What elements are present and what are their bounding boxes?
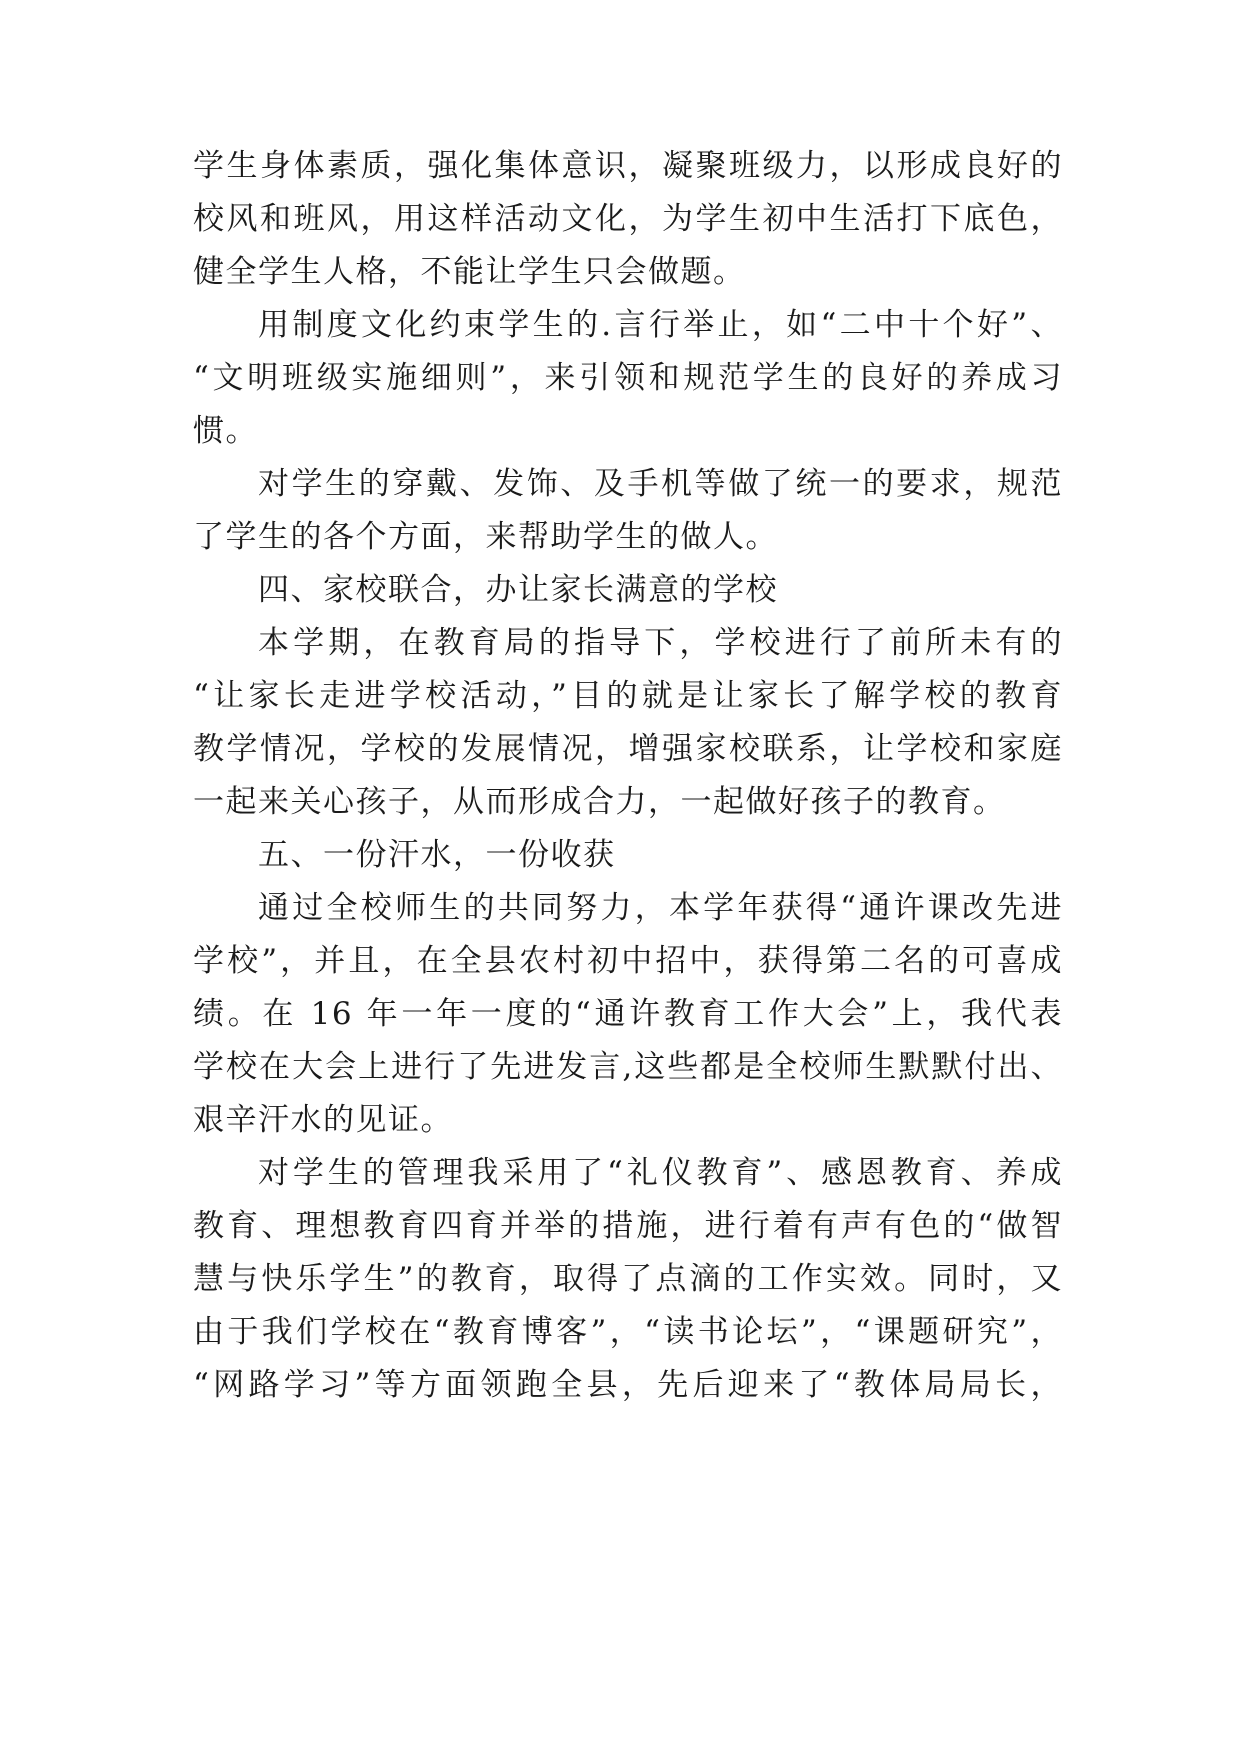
text-line: 学校在大会上进行了先进发言,这些都是全校师生默默付出、 — [193, 1049, 1063, 1085]
text-line: 艰辛汗水的见证。 — [193, 1102, 453, 1138]
text-line: 了学生的各个方面，来帮助学生的做人。 — [193, 519, 778, 555]
paragraph-first-line: 对学生的管理我采用了“礼仪教育”、感恩教育、养成 — [258, 1155, 1063, 1191]
paragraph-first-line: 对学生的穿戴、发饰、及手机等做了统一的要求，规范 — [258, 466, 1063, 502]
text-line: 教学情况，学校的发展情况，增强家校联系，让学校和家庭 — [193, 731, 1063, 767]
section-heading: 五、一份汗水，一份收获 — [258, 837, 616, 873]
text-line: 绩。在 16 年一年一度的“通许教育工作大会”上，我代表 — [193, 996, 1063, 1032]
text-line: 由于我们学校在“教育博客”，“读书论坛”，“课题研究”， — [193, 1314, 1063, 1350]
text-line: “文明班级实施细则”，来引领和规范学生的良好的养成习 — [193, 360, 1063, 396]
text-line: 教育、理想教育四育并举的措施，进行着有声有色的“做智 — [193, 1208, 1063, 1244]
text-line: 校风和班风，用这样活动文化，为学生初中生活打下底色， — [193, 201, 1063, 237]
text-line: “让家长走进学校活动，”目的就是让家长了解学校的教育 — [193, 678, 1063, 714]
text-line: 健全学生人格，不能让学生只会做题。 — [193, 254, 746, 290]
text-line: 惯。 — [193, 413, 258, 449]
text-line: 学生身体素质，强化集体意识，凝聚班级力，以形成良好的 — [193, 148, 1063, 184]
text-line: 学校”，并且，在全县农村初中招中，获得第二名的可喜成 — [193, 943, 1063, 979]
section-heading: 四、家校联合，办让家长满意的学校 — [258, 572, 778, 608]
paragraph-first-line: 用制度文化约束学生的.言行举止，如“二中十个好”、 — [258, 307, 1063, 343]
text-line: 一起来关心孩子，从而形成合力，一起做好孩子的教育。 — [193, 784, 1006, 820]
text-line: 慧与快乐学生”的教育，取得了点滴的工作实效。同时，又 — [193, 1261, 1063, 1297]
paragraph-first-line: 本学期，在教育局的指导下，学校进行了前所未有的 — [258, 625, 1063, 661]
text-line: “网路学习”等方面领跑全县，先后迎来了“教体局局长， — [193, 1367, 1063, 1403]
paragraph-first-line: 通过全校师生的共同努力，本学年获得“通许课改先进 — [258, 890, 1063, 926]
